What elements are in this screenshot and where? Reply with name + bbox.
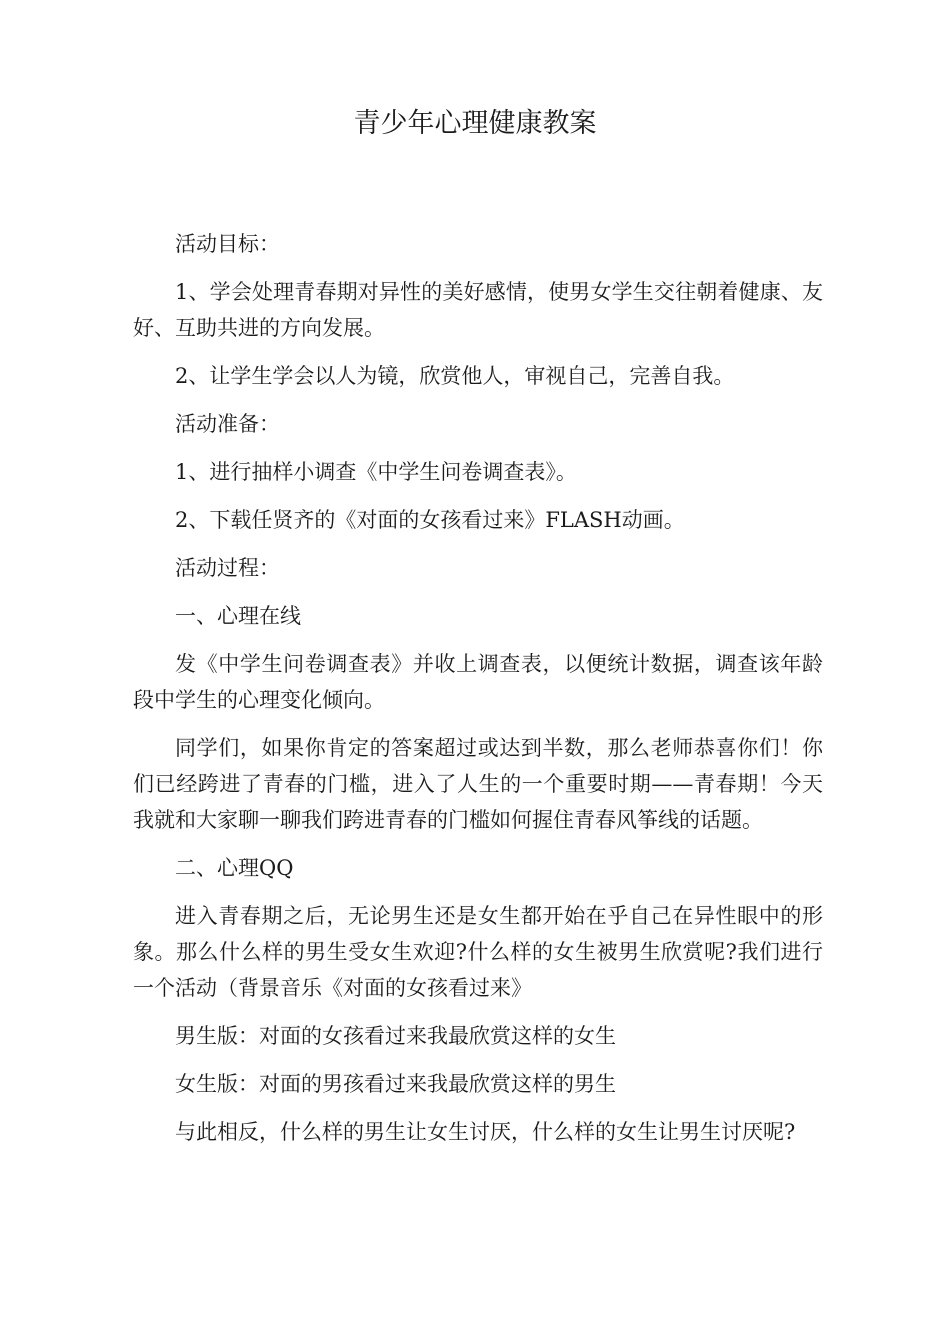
paragraph-goal-2: 2、让学生学会以人为镜，欣赏他人，审视自己，完善自我。 [175,364,735,388]
paragraph-goal-1: 1、学会处理青春期对异性的美好感情，使男女学生交往朝着健康、友好、互助共进的方向发展。 [133,280,823,340]
paragraph-section-1-text-1: 发《中学生问卷调查表》并收上调查表，以便统计数据，调查该年龄段中学生的心理变化倾向。 [133,652,823,712]
paragraph-activity-goals-heading: 活动目标： [175,232,280,256]
paragraph-preparation-heading: 活动准备： [175,412,280,436]
paragraph-section-2-heading: 二、心理QQ [175,856,294,880]
paragraph-boys-version: 男生版：对面的女孩看过来我最欣赏这样的女生 [175,1024,616,1048]
paragraph-process-heading: 活动过程： [175,556,280,580]
paragraph-section-2-text-1: 进入青春期之后，无论男生还是女生都开始在乎自己在异性眼中的形象。那么什么样的男生受女生欢迎?什么样的女生被男生欣赏呢?我们进行一个活动（背景音乐《对面的女孩看过来》 [133,904,823,1000]
paragraph-contrast-question: 与此相反，什么样的男生让女生讨厌，什么样的女生让男生讨厌呢? [175,1120,796,1144]
paragraph-section-1-text-2: 同学们，如果你肯定的答案超过或达到半数，那么老师恭喜你们！你们已经跨进了青春的门槛，进入了人生的一个重要时期——青春期！今天我就和大家聊一聊我们跨进青春的门槛如何握住青春风筝线的话题。 [133,736,823,832]
paragraph-preparation-2: 2、下载任贤齐的《对面的女孩看过来》FLASH动画。 [175,508,685,532]
paragraph-section-1-heading: 一、心理在线 [175,604,301,628]
document-title: 青少年心理健康教案 [353,108,597,139]
paragraph-preparation-1: 1、进行抽样小调查《中学生问卷调查表》。 [175,460,577,484]
document-body [133,226,823,1162]
paragraph-girls-version: 女生版：对面的男孩看过来我最欣赏这样的男生 [175,1072,616,1096]
